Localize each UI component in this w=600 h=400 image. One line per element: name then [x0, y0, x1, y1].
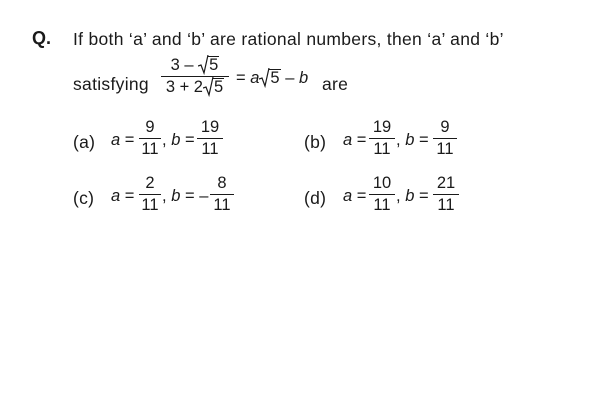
- var-a: a: [250, 69, 260, 87]
- fraction-denominator: 11: [201, 140, 219, 158]
- option-c-b-fraction: [210, 174, 234, 215]
- option-b-a-fraction: [369, 118, 395, 159]
- radical-sign-icon: [259, 68, 270, 88]
- equals-sign: =: [418, 131, 429, 149]
- fraction-bar: [197, 138, 223, 139]
- option-a-a-fraction: [139, 118, 161, 159]
- minus-sign: –: [280, 69, 299, 87]
- fraction-bar: [433, 194, 459, 195]
- equals-sign: =: [184, 187, 195, 205]
- option-c-label: (c): [73, 188, 95, 208]
- fraction-numerator: 10: [372, 174, 392, 192]
- denominator-left: 3 + 2: [165, 78, 203, 96]
- equation-rhs: [236, 69, 308, 88]
- question-label: Q.: [32, 28, 52, 48]
- fraction-numerator: 8: [217, 174, 227, 192]
- denominator-radicand: 5: [213, 78, 224, 96]
- numerator-radicand: 5: [209, 56, 219, 74]
- option-a-var-b: [162, 131, 195, 150]
- fraction-denominator: 11: [213, 196, 231, 214]
- fraction-numerator: 2: [145, 174, 155, 192]
- question-text-line1: If both ‘a’ and ‘b’ are rational numbers, then ‘a’ and ‘b’: [73, 29, 504, 49]
- fraction-bar: [369, 138, 395, 139]
- var-b: b: [298, 69, 309, 87]
- var-b: b: [405, 187, 415, 205]
- var-b: b: [171, 131, 181, 149]
- fraction-bar: [139, 194, 161, 195]
- option-c-a-fraction: [139, 174, 161, 215]
- comma: ,: [396, 131, 401, 149]
- option-d-b-fraction: [433, 174, 459, 215]
- equals-sign: =: [356, 187, 367, 205]
- equals-sign: =: [124, 187, 135, 205]
- fraction-numerator: 19: [372, 118, 392, 136]
- main-fraction-denominator: [161, 78, 229, 97]
- option-c-var-b: [162, 187, 208, 206]
- option-b-var-b: [396, 131, 429, 150]
- fraction-bar: [139, 138, 161, 139]
- comma: ,: [396, 187, 401, 205]
- option-d-label: (d): [304, 188, 327, 208]
- fraction-denominator: 11: [141, 140, 159, 158]
- var-b: b: [171, 187, 181, 205]
- fraction-numerator: 19: [200, 118, 220, 136]
- var-a: a: [343, 131, 353, 149]
- comma: ,: [162, 187, 167, 205]
- main-fraction: [161, 56, 229, 97]
- radical-sign-icon: [203, 77, 214, 97]
- fraction-numerator: 9: [145, 118, 155, 136]
- option-c-var-a: [111, 187, 134, 206]
- numerator-left: 3 –: [170, 56, 194, 74]
- fraction-denominator: 11: [373, 140, 391, 158]
- option-d-var-a: [343, 187, 366, 206]
- fraction-denominator: 11: [436, 140, 454, 158]
- equals-sign: =: [418, 187, 429, 205]
- main-fraction-numerator: [161, 56, 229, 75]
- question-text-prefix: satisfying: [73, 74, 149, 94]
- var-a: a: [111, 131, 121, 149]
- var-b: b: [405, 131, 415, 149]
- rhs-radicand: 5: [270, 69, 280, 87]
- option-d-a-fraction: [369, 174, 395, 215]
- fraction-bar: [210, 194, 234, 195]
- fraction-numerator: 21: [436, 174, 456, 192]
- fraction-bar: [433, 138, 457, 139]
- sqrt-symbol: [198, 56, 219, 75]
- fraction-denominator: 11: [373, 196, 391, 214]
- radical-sign-icon: [198, 55, 209, 75]
- comma: ,: [162, 131, 167, 149]
- fraction-bar: [161, 76, 229, 77]
- fraction-numerator: 9: [440, 118, 450, 136]
- equals-sign: =: [356, 131, 367, 149]
- fraction-denominator: 11: [437, 196, 455, 214]
- question-text-suffix: are: [322, 74, 349, 94]
- option-a-var-a: [111, 131, 134, 150]
- var-a: a: [111, 187, 121, 205]
- equals-sign: =: [184, 131, 195, 149]
- option-b-var-a: [343, 131, 366, 150]
- option-a-b-fraction: [197, 118, 223, 159]
- var-a: a: [343, 187, 353, 205]
- sqrt-symbol: [203, 78, 224, 97]
- equals-sign: =: [236, 69, 246, 87]
- sqrt-symbol: [259, 69, 280, 88]
- option-d-var-b: [396, 187, 429, 206]
- option-b-label: (b): [304, 132, 327, 152]
- option-a-label: (a): [73, 132, 96, 152]
- option-b-b-fraction: [433, 118, 457, 159]
- b-sign: –: [199, 187, 209, 205]
- fraction-denominator: 11: [141, 196, 159, 214]
- equals-sign: =: [124, 131, 135, 149]
- fraction-bar: [369, 194, 395, 195]
